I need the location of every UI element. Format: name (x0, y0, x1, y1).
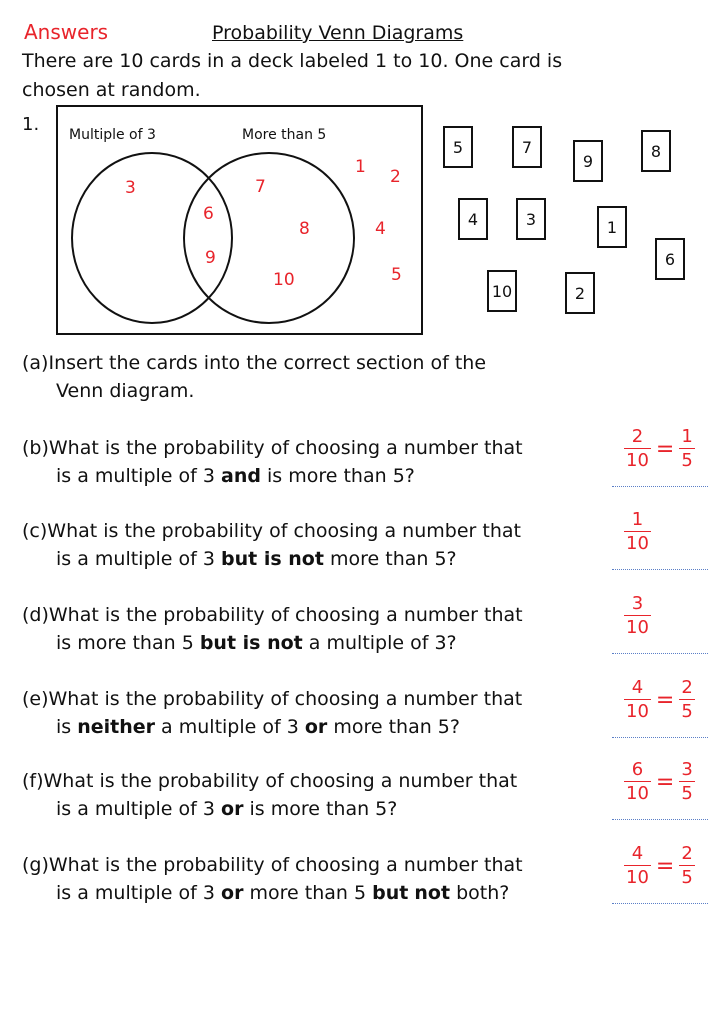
question-text: more than 5? (323, 548, 457, 570)
question-text: is a multiple of 3 (56, 882, 222, 904)
question-line (22, 545, 521, 573)
venn-diagram (56, 105, 423, 335)
question-line (22, 462, 523, 490)
question-text: is more than 5 (56, 632, 200, 654)
numerator: 3 (681, 759, 693, 780)
right-only-value: 8 (299, 219, 310, 239)
outside-value: 1 (355, 157, 366, 177)
numerator: 2 (681, 677, 693, 698)
question-text: What is the probability of choosing a number that (48, 604, 523, 626)
denominator: 5 (681, 867, 693, 888)
equals-sign: = (655, 688, 675, 713)
fraction (624, 843, 651, 890)
question-letter: (b) (22, 437, 49, 459)
question-line (22, 517, 521, 545)
right-circle (184, 153, 354, 323)
answer-line (612, 653, 708, 654)
card[interactable]: 8 (641, 130, 671, 172)
intro-line-2: chosen at random. (22, 79, 201, 101)
question-text: is more than 5? (243, 798, 398, 820)
card[interactable]: 3 (516, 198, 546, 240)
question-text: a multiple of 3 (155, 716, 305, 738)
fraction (624, 509, 651, 556)
question-text: What is the probability of choosing a number that (47, 520, 521, 542)
denominator: 5 (681, 783, 693, 804)
question-c (22, 517, 521, 573)
card[interactable]: 9 (573, 140, 603, 182)
question-line (22, 767, 517, 795)
question-line (22, 851, 523, 879)
fraction (624, 593, 651, 640)
question-text: more than 5? (327, 716, 460, 738)
question-text: a multiple of 3? (302, 632, 457, 654)
question-e (22, 685, 522, 741)
question-line (22, 685, 522, 713)
question-line (22, 434, 523, 462)
numerator: 3 (631, 593, 644, 614)
card[interactable]: 2 (565, 272, 595, 314)
outside-value: 4 (375, 219, 386, 239)
bold-keyword: but (372, 882, 409, 904)
fraction (679, 426, 694, 473)
answers-label: Answers (24, 20, 109, 44)
question-line (22, 629, 523, 657)
card[interactable]: 5 (443, 126, 473, 168)
question-text: more than 5 (243, 882, 373, 904)
numerator: 2 (681, 843, 693, 864)
bold-keyword: but is not (221, 548, 324, 570)
bold-keyword: or (221, 798, 244, 820)
answer-line (612, 903, 708, 904)
question-text: is a multiple of 3 (56, 465, 222, 487)
question-letter: (e) (22, 688, 49, 710)
card[interactable]: 10 (487, 270, 517, 312)
question-text: Venn diagram. (56, 380, 195, 402)
numerator: 6 (631, 759, 644, 780)
denominator: 10 (626, 783, 649, 804)
fraction (679, 759, 694, 806)
answer-fraction (622, 843, 697, 890)
question-line (22, 879, 523, 907)
denominator: 10 (626, 533, 649, 554)
bold-keyword: not (414, 882, 451, 904)
left-only-value: 3 (125, 178, 136, 198)
right-set-label: More than 5 (242, 127, 327, 143)
intersection-value: 9 (205, 248, 216, 268)
question-text: What is the probability of choosing a number that (48, 437, 523, 459)
intro-line-1: There are 10 cards in a deck labeled 1 to 10. One card is (22, 50, 563, 72)
question-letter: (d) (22, 604, 49, 626)
question-line (22, 713, 522, 741)
bold-keyword: or (304, 716, 328, 738)
question-letter: (g) (22, 854, 49, 876)
denominator: 10 (626, 450, 649, 471)
fraction (679, 677, 694, 724)
card[interactable]: 4 (458, 198, 488, 240)
numerator: 1 (631, 509, 644, 530)
denominator: 5 (681, 450, 693, 471)
denominator: 5 (681, 701, 693, 722)
right-only-value: 7 (255, 177, 266, 197)
question-letter: (f) (22, 770, 44, 792)
question-text: What is the probability of choosing a number that (48, 854, 523, 876)
bold-keyword: or (221, 882, 244, 904)
right-only-value: 10 (273, 270, 295, 290)
question-f (22, 767, 517, 823)
question-line (22, 795, 517, 823)
equals-sign: = (655, 770, 675, 795)
question-b (22, 434, 523, 490)
question-text: Insert the cards into the correct section of the (48, 352, 487, 374)
question-text: both? (450, 882, 510, 904)
question-letter: (c) (22, 520, 48, 542)
equals-sign: = (655, 437, 675, 462)
answer-line (612, 486, 708, 487)
answer-fraction (622, 509, 653, 556)
question-line (22, 601, 523, 629)
fraction (624, 759, 651, 806)
answer-line (612, 569, 708, 570)
bold-keyword: neither (77, 716, 156, 738)
equals-sign: = (655, 854, 675, 879)
question-text: is a multiple of 3 (56, 548, 222, 570)
question-d (22, 601, 523, 657)
numerator: 4 (631, 677, 644, 698)
fraction (624, 677, 651, 724)
question-a (22, 349, 486, 405)
question-letter: (a) (22, 352, 49, 374)
bold-keyword: and (221, 465, 261, 487)
question-text: is (56, 716, 78, 738)
question-text: is a multiple of 3 (56, 798, 222, 820)
fraction (624, 426, 651, 473)
denominator: 10 (626, 701, 649, 722)
outside-value: 5 (391, 265, 402, 285)
outside-value: 2 (390, 167, 401, 187)
question-text: What is the probability of choosing a number that (48, 688, 523, 710)
denominator: 10 (626, 867, 649, 888)
intersection-value: 6 (203, 204, 214, 224)
denominator: 10 (626, 617, 649, 638)
answer-fraction (622, 426, 697, 473)
question-line (22, 349, 486, 377)
bold-keyword: but is not (199, 632, 303, 654)
card[interactable]: 7 (512, 126, 542, 168)
card[interactable]: 6 (655, 238, 685, 280)
question-g (22, 851, 523, 907)
numerator: 1 (681, 426, 693, 447)
fraction (679, 843, 694, 890)
answer-fraction (622, 593, 653, 640)
question-text: What is the probability of choosing a number that (43, 770, 518, 792)
card[interactable]: 1 (597, 206, 627, 248)
question-number: 1. (22, 114, 40, 135)
left-set-label: Multiple of 3 (69, 127, 156, 143)
numerator: 4 (631, 843, 644, 864)
answer-fraction (622, 677, 697, 724)
answer-line (612, 737, 708, 738)
question-line (22, 377, 486, 405)
numerator: 2 (631, 426, 644, 447)
answer-fraction (622, 759, 697, 806)
question-text: is more than 5? (260, 465, 415, 487)
answer-line (612, 819, 708, 820)
page-title: Probability Venn Diagrams (212, 22, 464, 44)
